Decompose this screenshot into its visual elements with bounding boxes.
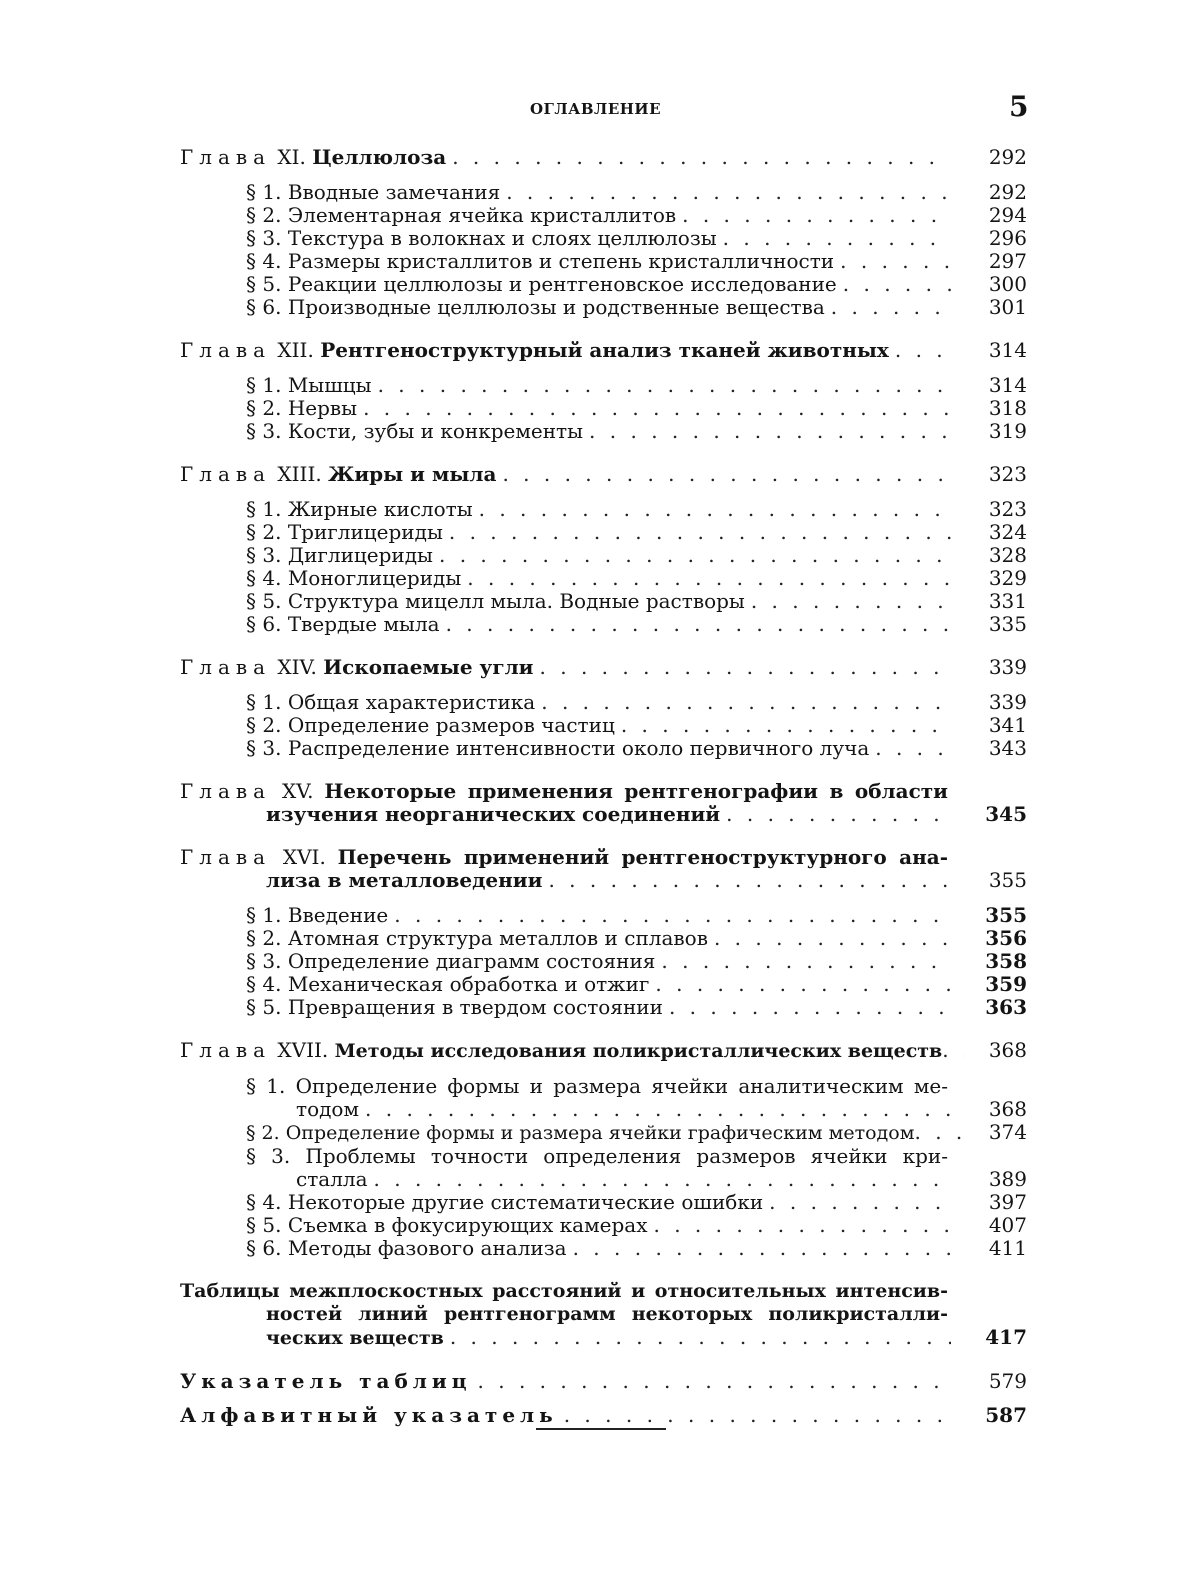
dot-leader [363,397,951,420]
section-number: 1. [262,373,282,397]
tables-entry-line2 [180,1303,1027,1326]
section-symbol: § [246,972,256,996]
section-title: Проблемы точности определения размеров ячейки кри- [305,1144,949,1168]
dot-leader [540,656,951,679]
section-title: Кости, зубы и конкременты [287,419,584,443]
page-ref: 319 [988,419,1027,443]
chapter-number: XIII. [277,462,322,486]
chapter-number: XVII. [277,1038,329,1062]
page-ref: 355 [988,868,1027,892]
chapter-label: Глава [180,1038,272,1062]
section-number: 4. [262,566,282,590]
page-ref: 294 [988,203,1027,227]
tables-entry-line3 [180,1326,1027,1350]
section-number: 3. [262,949,282,973]
chapter-title: Перечень применений рентгеноструктурного ана- [337,845,949,869]
tables-title-end: ческих веществ [266,1327,444,1349]
section-title: Методы фазового анализа [287,1236,567,1260]
dot-leader [548,869,951,892]
chapter-number: XII. [277,338,314,362]
page-ref: 331 [988,589,1027,613]
section-symbol: § [246,1213,256,1237]
section-number: 2. [262,203,282,227]
page-ref: 323 [988,462,1027,486]
section-title: Распределение интенсивности около первичного луча [287,736,870,760]
chapter-title-continued: лиза в металловедении [266,868,543,892]
chapter-number: XVI. [282,845,326,869]
section-number: 2. [261,1122,280,1144]
section-entry[interactable] [246,691,1027,714]
section-symbol: § [246,419,256,443]
section-symbol: § [246,612,256,636]
section-entry[interactable] [246,296,1027,319]
dot-leader [573,1237,951,1260]
chapter-heading-line2 [180,803,1027,826]
dot-leader [843,273,951,296]
page-ref: 356 [985,926,1027,950]
page-ref: 411 [988,1236,1027,1260]
section-number: 5. [262,1213,282,1237]
page-ref: 297 [988,249,1027,273]
page-ref: 417 [985,1325,1027,1349]
index-entry-alphabetical[interactable] [180,1404,1027,1427]
section-symbol: § [246,497,256,521]
chapter-heading[interactable] [180,656,1027,679]
page-ref: 323 [988,497,1027,521]
dot-leader [875,737,951,760]
section-entry[interactable] [246,250,1027,273]
section-entry[interactable] [246,567,1027,590]
section-symbol: § [246,1144,256,1168]
section-title: Текстура в волокнах и слоях целлюлозы [287,226,717,250]
section-entry[interactable] [246,996,1027,1019]
page-ref: 587 [985,1403,1027,1427]
section-title: Превращения в твердом состоянии [287,995,663,1019]
section-number: 1. [266,1074,286,1098]
section-title: Мышцы [287,373,372,397]
page-ref: 343 [988,736,1027,760]
index-title: Указатель таблиц [180,1369,472,1393]
section-entry[interactable] [246,420,1027,443]
section-symbol: § [246,1074,256,1098]
chapter-title: Целлюлоза [312,145,447,169]
section-symbol: § [246,226,256,250]
section-entry[interactable] [246,950,1027,973]
page-ref: 339 [988,655,1027,679]
page-ref: 363 [985,995,1027,1019]
section-symbol: § [246,203,256,227]
index-entries [180,1370,1027,1427]
dot-leader [914,1121,965,1144]
section-number: 5. [262,995,282,1019]
chapter-title: Ископаемые угли [323,655,534,679]
page-ref: 359 [985,972,1027,996]
section-title: Определение диаграмм состояния [287,949,656,973]
page-ref: 324 [988,520,1027,544]
section-entry[interactable] [246,1191,1027,1214]
chapter-heading[interactable] [180,1039,1027,1063]
dot-leader [378,374,951,397]
section-symbol: § [246,566,256,590]
section-title: Элементарная ячейка кристаллитов [287,203,677,227]
chapter-title: Некоторые применения рентгенографии в области [324,779,949,803]
section-number: 2. [262,520,282,544]
dot-leader [942,1039,965,1062]
chapter-label: Глава [180,655,272,679]
page-number: 5 [1009,90,1029,123]
section-entry[interactable] [246,181,1027,204]
page-ref: 300 [988,272,1027,296]
page-ref: 339 [988,690,1027,714]
section-entry[interactable] [246,973,1027,996]
dot-leader [449,521,951,544]
section-list [180,1075,1027,1260]
chapter-xiv [180,656,1027,760]
chapter-xvi [180,846,1027,1019]
section-entry[interactable] [246,498,1027,521]
section-symbol: § [246,1236,256,1260]
section-entry-line1[interactable] [246,1075,1027,1098]
page-ref: 292 [988,145,1027,169]
chapter-label: Глава [180,145,272,169]
chapter-label: Глава [180,845,272,869]
section-entry-line1[interactable] [246,1145,1027,1168]
section-symbol: § [246,249,256,273]
tables-title-continued: ностей линий рентгенограмм некоторых поликристалли- [266,1303,948,1325]
section-list [180,181,1027,319]
dot-leader [723,227,951,250]
running-head: ОГЛАВЛЕНИЕ [529,100,662,118]
section-number: 3. [262,736,282,760]
section-symbol: § [246,373,256,397]
chapter-label: Глава [180,779,272,803]
page-ref: 318 [988,396,1027,420]
section-title: Реакции целлюлозы и рентгеновское исследование [287,272,837,296]
page-ref: 301 [988,295,1027,319]
section-list [180,904,1027,1019]
dot-leader [564,1404,951,1427]
dot-leader [682,204,951,227]
section-entry[interactable] [246,204,1027,227]
chapter-title: Рентгеноструктурный анализ тканей животных [320,338,889,362]
section-entry[interactable] [246,1121,1027,1145]
chapter-xvii [180,1039,1027,1260]
section-number: 1. [262,497,282,521]
chapter-heading-line1[interactable] [180,846,1027,869]
section-symbol: § [246,690,256,714]
page-ref: 341 [988,713,1027,737]
section-entry-line2[interactable] [246,1098,1027,1121]
section-entry[interactable] [246,737,1027,760]
page-ref: 368 [988,1097,1027,1121]
section-symbol: § [246,736,256,760]
section-entry[interactable] [246,904,1027,927]
page-ref: 579 [988,1369,1027,1393]
page-ref: 374 [988,1120,1027,1144]
section-symbol: § [246,396,256,420]
index-title: Алфавитный указатель [180,1403,558,1427]
section-entry[interactable] [246,521,1027,544]
section-title: Определение формы и размера ячейки графическим методом [285,1122,915,1144]
section-list [180,374,1027,443]
tables-title: Таблицы межплоскостных расстояний и относительных интенсив- [180,1280,948,1302]
page-ref: 292 [988,180,1027,204]
page-ref: 368 [988,1038,1027,1062]
closing-rule [536,1428,666,1430]
page-ref: 345 [985,802,1027,826]
section-list [180,691,1027,760]
section-symbol: § [246,180,256,204]
dot-leader [394,904,951,927]
section-title: Общая характеристика [287,690,536,714]
index-entry-tables[interactable] [180,1370,1027,1393]
section-number: 3. [262,543,282,567]
section-symbol: § [246,1122,256,1144]
section-symbol: § [246,903,256,927]
dot-leader [541,691,951,714]
page-ref: 314 [988,338,1027,362]
section-number: 4. [262,249,282,273]
chapter-number: XIV. [277,655,317,679]
section-title: Некоторые другие систематические ошибки [287,1190,764,1214]
dot-leader [751,590,951,613]
chapter-heading[interactable] [180,463,1027,486]
page-ref: 296 [988,226,1027,250]
section-entry[interactable] [246,613,1027,636]
dot-leader [661,950,951,973]
dot-leader [589,420,951,443]
chapter-heading[interactable] [180,339,1027,362]
section-title: Производные целлюлозы и родственные вещества [287,295,825,319]
dot-leader [479,498,951,521]
page-ref: 397 [988,1190,1027,1214]
page-ref: 407 [988,1213,1027,1237]
section-list [180,498,1027,636]
section-title: Твердые мыла [287,612,440,636]
dot-leader [502,463,951,486]
section-title: Триглицериды [287,520,443,544]
section-title-continued: сталла [296,1167,368,1191]
dot-leader [840,250,951,273]
section-symbol: § [246,1190,256,1214]
section-symbol: § [246,543,256,567]
section-title: Структура мицелл мыла. Водные растворы [287,589,745,613]
dot-leader [621,714,951,737]
section-number: 6. [262,612,282,636]
section-symbol: § [246,949,256,973]
section-number: 1. [262,690,282,714]
dot-leader [726,803,951,826]
dot-leader [374,1168,951,1191]
section-title: Механическая обработка и отжиг [287,972,650,996]
chapter-title-continued: изучения неорганических соединений [266,802,721,826]
section-title: Диглицериды [287,543,433,567]
chapter-xi [180,146,1027,319]
section-title: Атомная структура металлов и сплавов [287,926,708,950]
chapter-number: XV. [281,779,314,803]
dot-leader [439,544,951,567]
section-number: 4. [262,1190,282,1214]
section-title-continued: тодом [296,1097,360,1121]
section-entry[interactable] [246,273,1027,296]
chapter-label: Глава [180,338,272,362]
section-number: 6. [262,295,282,319]
chapter-title: Методы исследования поликристаллических веществ [334,1040,943,1062]
section-symbol: § [246,589,256,613]
dot-leader [831,296,951,319]
section-symbol: § [246,926,256,950]
section-number: 6. [262,1236,282,1260]
section-entry[interactable] [246,544,1027,567]
page-ref: 355 [985,903,1027,927]
section-entry-line2[interactable] [246,1168,1027,1191]
page-ref: 358 [985,949,1027,973]
chapter-heading-line1 [180,780,1027,803]
dot-leader [467,567,951,590]
section-number: 3. [271,1144,291,1168]
section-number: 1. [262,180,282,204]
section-symbol: § [246,295,256,319]
section-entry[interactable] [246,714,1027,737]
dot-leader [452,146,951,169]
dot-leader [506,181,951,204]
dot-leader [655,973,951,996]
dot-leader [669,996,951,1019]
dot-leader [654,1214,952,1237]
section-symbol: § [246,995,256,1019]
section-entry[interactable] [246,927,1027,950]
chapter-heading[interactable] [180,146,1027,169]
section-number: 3. [262,419,282,443]
dot-leader [365,1098,951,1121]
section-title: Определение размеров частиц [287,713,615,737]
section-entry[interactable] [246,374,1027,397]
section-title: Моноглицериды [287,566,462,590]
section-symbol: § [246,520,256,544]
section-title: Вводные замечания [287,180,501,204]
page-ref: 328 [988,543,1027,567]
section-title: Жирные кислоты [287,497,473,521]
section-number: 5. [262,272,282,296]
section-symbol: § [246,713,256,737]
section-number: 2. [262,396,282,420]
tables-entry[interactable] [180,1280,1027,1350]
chapter-xv[interactable] [180,780,1027,826]
section-entry[interactable] [246,590,1027,613]
page-ref: 335 [988,612,1027,636]
chapter-xii [180,339,1027,443]
dot-leader [895,339,951,362]
section-title: Размеры кристаллитов и степень кристалличности [287,249,835,273]
page-ref: 389 [988,1167,1027,1191]
table-of-contents [180,146,1027,1427]
dot-leader [450,1326,951,1349]
section-number: 1. [262,903,282,927]
dot-leader [478,1370,951,1393]
chapter-xiii [180,463,1027,636]
section-title: Определение формы и размера ячейки аналитическим ме- [295,1074,949,1098]
section-entry[interactable] [246,227,1027,250]
chapter-heading-line2[interactable] [180,869,1027,892]
page-ref: 314 [988,373,1027,397]
dot-leader [769,1191,951,1214]
tables-entry-line1 [180,1280,1027,1303]
section-entry[interactable] [246,1214,1027,1237]
dot-leader [714,927,951,950]
chapter-number: XI. [277,145,306,169]
section-title: Введение [287,903,389,927]
section-title: Съемка в фокусирующих камерах [287,1213,648,1237]
section-entry[interactable] [246,1237,1027,1260]
section-title: Нервы [287,396,358,420]
section-number: 3. [262,226,282,250]
section-number: 4. [262,972,282,996]
section-symbol: § [246,272,256,296]
section-number: 2. [262,713,282,737]
section-entry[interactable] [246,397,1027,420]
chapter-label: Глава [180,462,272,486]
dot-leader [446,613,951,636]
section-number: 5. [262,589,282,613]
page-ref: 329 [988,566,1027,590]
chapter-title: Жиры и мыла [328,462,497,486]
section-number: 2. [262,926,282,950]
